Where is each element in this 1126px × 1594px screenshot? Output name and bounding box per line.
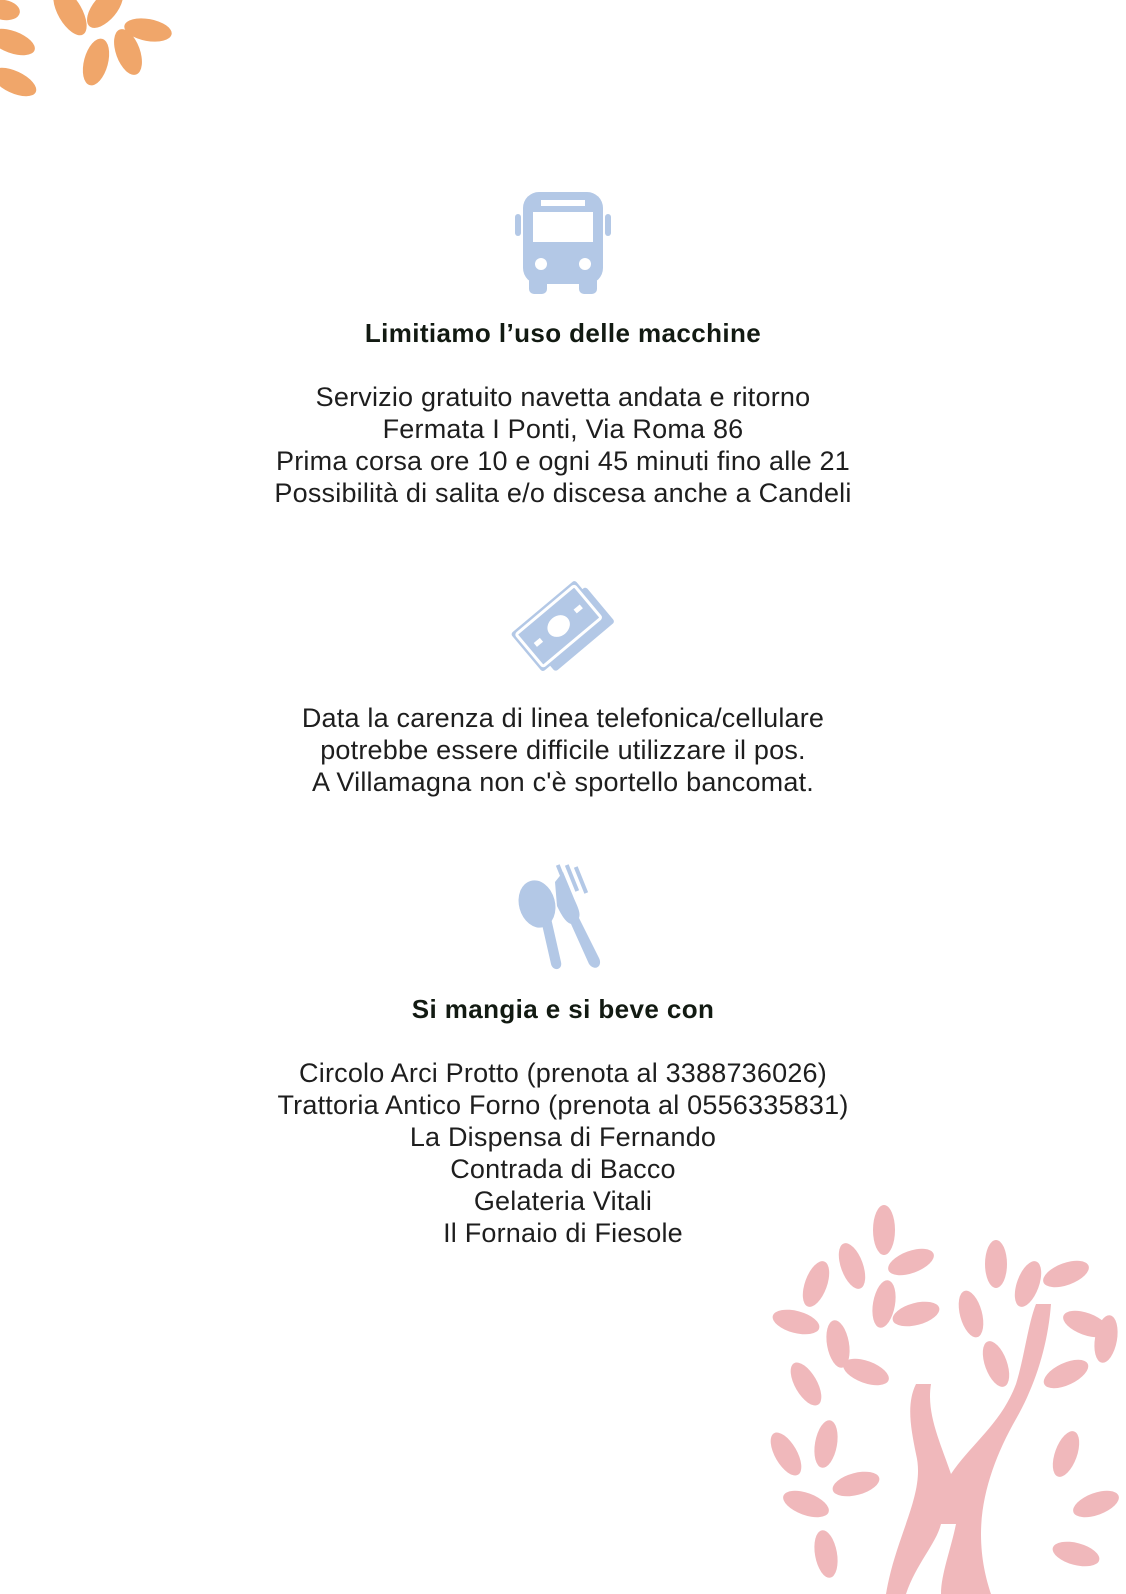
food-place: Contrada di Bacco	[450, 1154, 676, 1184]
transport-info-list	[0, 381, 1126, 509]
payment-section	[0, 570, 1126, 798]
transport-line: Possibilità di salita e/o discesa anche a Candeli	[274, 478, 852, 508]
transport-line: Servizio gratuito navetta andata e ritorno	[315, 382, 811, 412]
food-place: Il Fornaio di Fiesole	[443, 1218, 683, 1248]
payment-line: potrebbe essere difficile utilizzare il pos.	[320, 735, 806, 765]
cash-icon	[507, 570, 619, 680]
food-place: Trattoria Antico Forno (prenota al 0556335831)	[277, 1090, 849, 1120]
payment-line: A Villamagna non c'è sportello bancomat.	[312, 767, 814, 797]
food-place: Gelateria Vitali	[473, 1186, 653, 1216]
transport-section	[0, 188, 1126, 509]
food-heading: Si mangia e si beve con	[411, 994, 715, 1024]
food-places-list	[0, 1057, 1126, 1249]
payment-line: Data la carenza di linea telefonica/cellulare	[301, 703, 825, 733]
transport-line: Prima corsa ore 10 e ogni 45 minuti fino alle 21	[276, 446, 850, 476]
food-place: La Dispensa di Fernando	[409, 1122, 717, 1152]
payment-info-list	[0, 702, 1126, 798]
transport-heading: Limitiamo l’uso delle macchine	[364, 318, 762, 348]
orange-leaves-decoration	[0, 0, 190, 110]
bus-icon	[515, 188, 611, 298]
spoon-fork-icon	[515, 864, 611, 976]
food-place: Circolo Arci Protto (prenota al 3388736026)	[299, 1058, 827, 1088]
pink-tree-decoration	[766, 1204, 1126, 1594]
food-section	[0, 864, 1126, 1249]
transport-line: Fermata I Ponti, Via Roma 86	[382, 414, 744, 444]
